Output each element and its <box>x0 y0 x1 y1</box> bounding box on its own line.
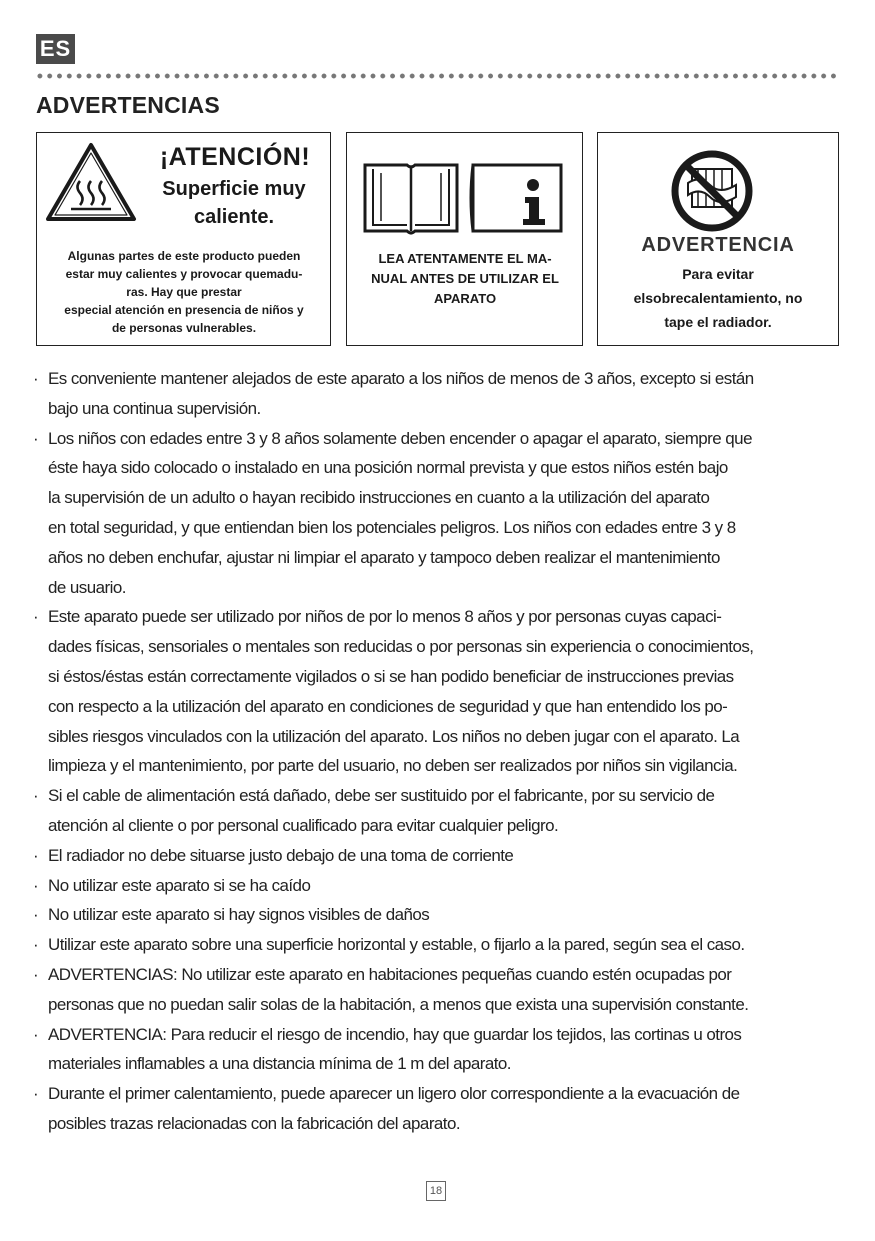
list-item: · ADVERTENCIA: Para reducir el riesgo de incendio, hay que guardar los tejidos, las cortinas u otros materiales inflamables a una distancia mínima de 1 m del aparato. <box>33 1024 742 1074</box>
list-item: · Durante el primer calentamiento, puede aparecer un ligero olor correspondiente a la evacuación de posibles trazas relacionadas con la fabricación del aparato. <box>33 1084 740 1133</box>
list-item: · Este aparato puede ser utilizado por niños de por lo menos 8 años y por personas cuyas capaci- dades físicas, sensoriales o mentales son reducidas o por personas sin experiencia o conocimientos, si éstos/éstas están correctamente vigilados o si se han podido beneficiar de instrucciones previas con respecto a la utilización del aparato en condiciones de seguridad y que han entendido los po- sibles riesgos vinculados con la utilización del aparato. Los niños no deben jugar con el aparato. La limpieza y el mantenimiento, por parte del usuario, no deben ser realizados por niños sin vigilancia. <box>33 607 754 776</box>
read-manual-icon <box>357 159 569 237</box>
read-manual-box <box>346 132 583 346</box>
hot-surface-warning-box <box>36 132 331 346</box>
read-manual-text: LEA ATENTAMENTE EL MA- NUAL ANTES DE UTILIZAR EL APARATO <box>371 251 559 306</box>
list-item: · Los niños con edades entre 3 y 8 años solamente deben encender o apagar el aparato, siempre que éste haya sido colocado o instalado en una posición normal prevista y que estos niños estén bajo la supervisión de un adulto o hayan recibido instrucciones en cuanto a la utilización del aparato en total seguridad, y que entiendan bien los potenciales peligros. Los niños con edades entre 3 y 8 años no deben enchufar, ajustar ni limpiar el aparato y tampoco deben realizar el mantenimiento de usuario. <box>33 428 752 597</box>
list-item: · El radiador no debe situarse justo debajo de una toma de corriente <box>33 845 514 865</box>
list-item: · ADVERTENCIAS: No utilizar este aparato en habitaciones pequeñas cuando estén ocupadas por personas que no puedan salir solas de la habitación, a menos que exista una supervisión constante. <box>33 964 749 1014</box>
hot-surface-text: Algunas partes de este producto pueden estar muy calientes y provocar quemadu- ras. Hay que prestar especial atención en presencia de niños y de personas vulnerables. <box>64 249 304 335</box>
do-not-cover-icon <box>670 149 754 233</box>
cover-warning-text: Para evitar elsobrecalentamiento, no tape el radiador. <box>633 266 803 330</box>
page-title: ADVERTENCIAS <box>36 92 220 118</box>
cover-warning-title: ADVERTENCIA <box>641 234 795 256</box>
list-item: · No utilizar este aparato si se ha caído <box>33 875 311 895</box>
hot-surface-warning-icon <box>45 141 137 223</box>
list-item: · No utilizar este aparato si hay signos visibles de daños <box>33 905 430 925</box>
warnings-list <box>33 364 845 1139</box>
language-badge: ES <box>36 34 75 64</box>
list-item: · Si el cable de alimentación está dañado, debe ser sustituido por el fabricante, por su servicio de atención al cliente o por personal cualificado para evitar cualquier peligro. <box>33 786 715 835</box>
attention-title: ¡ATENCIÓN! <box>159 143 311 171</box>
hot-surface-subtitle: Superficie muy caliente. <box>162 178 306 228</box>
list-item: · Utilizar este aparato sobre una superficie horizontal y estable, o fijarlo a la pared, según sea el caso. <box>33 935 745 955</box>
list-item: · Es conveniente mantener alejados de este aparato a los niños de menos de 3 años, excepto si están bajo una continua supervisión. <box>33 369 754 418</box>
dotted-divider <box>35 72 840 80</box>
page-number: 18 <box>426 1181 446 1201</box>
do-not-cover-box <box>597 132 839 346</box>
